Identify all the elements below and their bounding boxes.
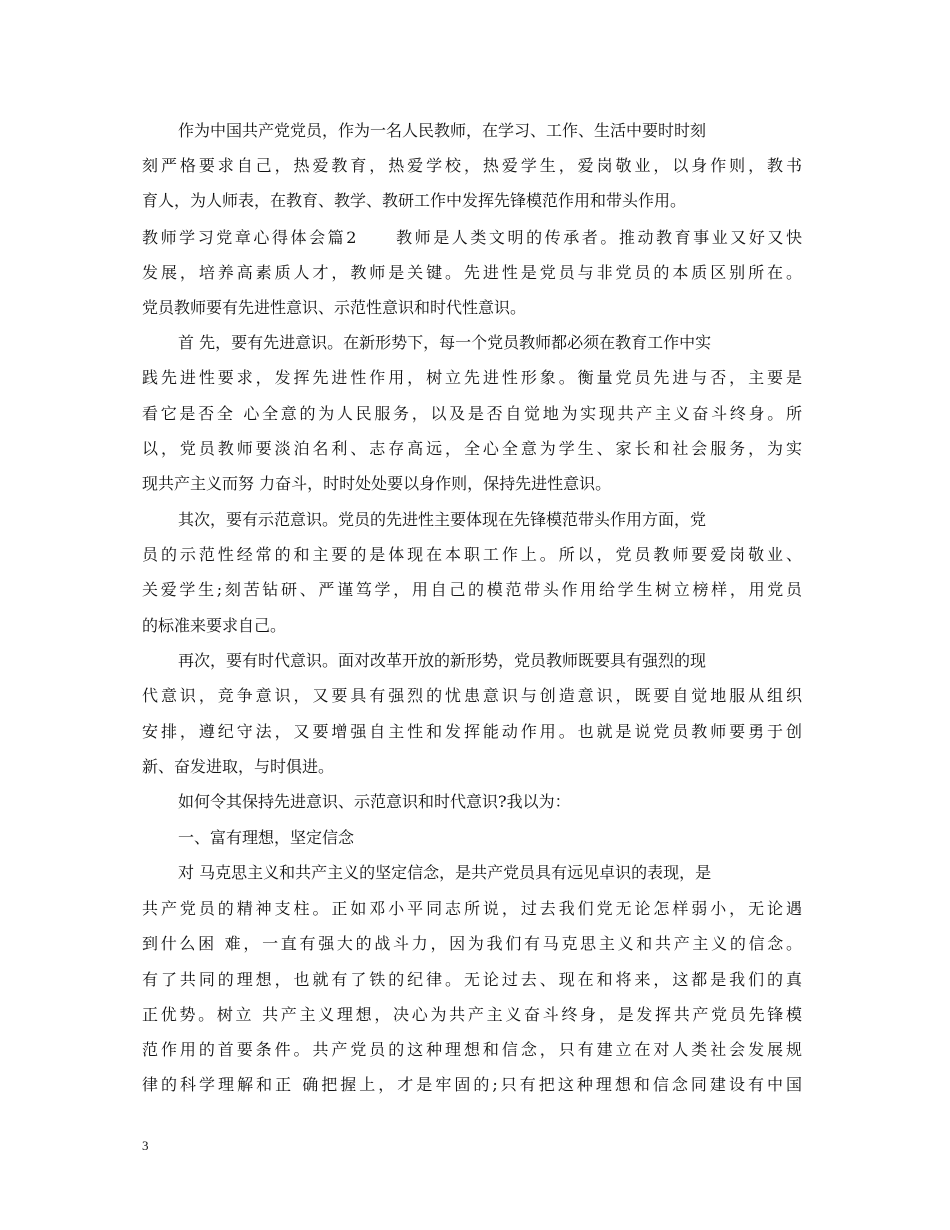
text-line: 到什么困 难，一直有强大的战斗力，因为我们有马克思主义和共产主义的信念。 <box>142 934 802 953</box>
text-line: 对 马克思主义和共产主义的坚定信念，是共产党员具有远见卓识的表现，是 <box>178 863 712 882</box>
text-line: 育人，为人师表，在教育、教学、教研工作中发挥先锋模范作用和带头作用。 <box>142 191 687 210</box>
text-line: 现共产主义而努 力奋斗，时时处处要以身作则，保持先进性意识。 <box>142 474 612 493</box>
text-line: 党员教师要有先进性意识、示范性意识和时代性意识。 <box>142 298 527 317</box>
text-line: 践先进性要求，发挥先进性作用，树立先进性形象。衡量党员先进与否，主要是 <box>142 368 802 387</box>
text-line: 范作用的首要条件。共产党员的这种理想和信念，只有建立在对人类社会发展规 <box>142 1040 802 1059</box>
text-line: 员的示范性经常的和主要的是体现在本职工作上。所以，党员教师要爱岗敬业、 <box>142 545 802 564</box>
text-line: 教师学习党章心得体会篇2 教师是人类文明的传承者。推动教育事业又好又快 <box>142 228 802 247</box>
text-line: 看它是否全 心全意的为人民服务，以及是否自觉地为实现共产主义奋斗终身。所 <box>142 404 802 423</box>
text-line: 以，党员教师要淡泊名利、志存高远，全心全意为学生、家长和社会服务，为实 <box>142 439 802 458</box>
text-line: 新、奋发进取，与时俱进。 <box>142 757 335 776</box>
text-line: 首 先，要有先进意识。在新形势下，每一个党员教师都必须在教育工作中实 <box>178 333 712 352</box>
text-line: 发展，培养高素质人才，教师是关键。先进性是党员与非党员的本质区别所在。 <box>142 263 802 282</box>
text-line: 刻严格要求自己，热爱教育，热爱学校，热爱学生，爱岗敬业，以身作则，教书 <box>142 156 802 175</box>
text-line: 代意识，竞争意识，又要具有强烈的忧患意识与创造意识，既要自觉地服从组织 <box>142 686 802 705</box>
text-line: 安排，遵纪守法，又要增强自主性和发挥能动作用。也就是说党员教师要勇于创 <box>142 722 802 741</box>
text-line: 再次，要有时代意识。面对改革开放的新形势，党员教师既要具有强烈的现 <box>178 651 707 670</box>
text-line: 正优势。树立 共产主义理想，决心为共产主义奋斗终身，是发挥共产党员先锋模 <box>142 1005 802 1024</box>
text-line: 如何令其保持先进意识、示范意识和时代意识?我以为： <box>178 792 571 811</box>
text-line: 其次，要有示范意识。党员的先进性主要体现在先锋模范带头作用方面，党 <box>178 510 707 529</box>
text-line: 作为中国共产党党员，作为一名人民教师，在学习、工作、生活中要时时刻 <box>178 121 707 140</box>
text-line: 有了共同的理想，也就有了铁的纪律。无论过去、现在和将来，这都是我们的真 <box>142 970 802 989</box>
text-line: 共产党员的精神支柱。正如邓小平同志所说，过去我们党无论怎样弱小，无论遇 <box>142 899 802 918</box>
text-line: 律的科学理解和正 确把握上，才是牢固的;只有把这种理想和信念同建设有中国 <box>142 1075 802 1094</box>
page-number: 3 <box>142 1138 149 1153</box>
text-line: 的标准来要求自己。 <box>142 616 287 635</box>
section-heading: 一、富有理想，坚定信念 <box>178 828 355 847</box>
text-line: 关爱学生;刻苦钻研、严谨笃学，用自己的模范带头作用给学生树立榜样，用党员 <box>142 580 802 599</box>
